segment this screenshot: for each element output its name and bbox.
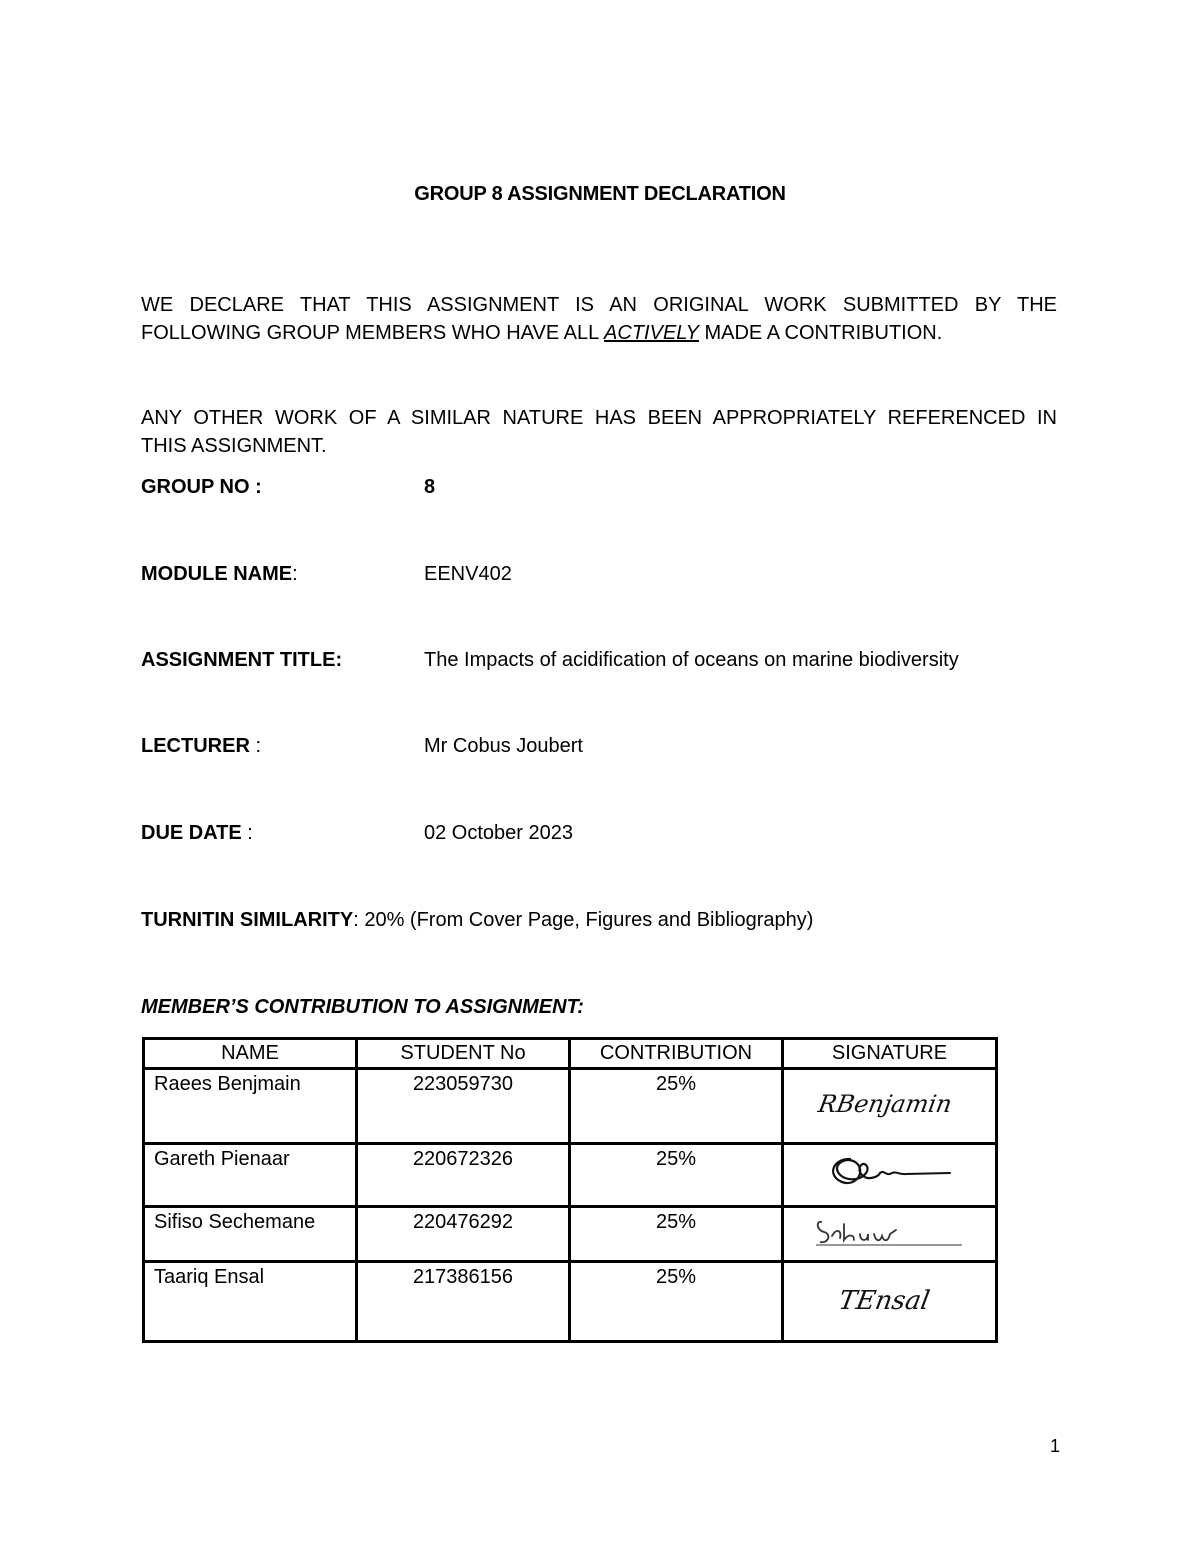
declaration-line-1: WE DECLARE THAT THIS ASSIGNMENT IS AN ORIGINAL WORK SUBMITTED BY THE xyxy=(141,294,1057,316)
signature-text: RBenjamin xyxy=(816,1090,955,1118)
table-row xyxy=(144,1262,997,1342)
member-student-no: 220672326 xyxy=(357,1144,570,1207)
referencing-paragraph xyxy=(141,404,1057,460)
member-contribution: 25% xyxy=(570,1262,783,1342)
member-signature-cell xyxy=(783,1262,997,1342)
due-date-value: 02 October 2023 xyxy=(424,822,573,844)
group-no-value: 8 xyxy=(424,476,436,498)
member-name: Taariq Ensal xyxy=(144,1262,357,1342)
assignment-title-label: ASSIGNMENT TITLE: xyxy=(141,649,343,671)
turnitin-label: TURNITIN SIMILARITY xyxy=(141,909,354,931)
header-contribution: CONTRIBUTION xyxy=(570,1039,783,1069)
contribution-heading: MEMBER’S CONTRIBUTION TO ASSIGNMENT: xyxy=(141,996,584,1018)
member-name: Raees Benjmain xyxy=(144,1069,357,1144)
member-signature-cell xyxy=(783,1069,997,1144)
signature-taariq-ensal xyxy=(834,1273,984,1333)
member-contribution: 25% xyxy=(570,1144,783,1207)
table-header-row xyxy=(144,1039,997,1069)
member-student-no: 220476292 xyxy=(357,1207,570,1262)
table-row xyxy=(144,1207,997,1262)
members-table xyxy=(142,1037,998,1343)
header-name: NAME xyxy=(144,1039,357,1069)
signature-text: TEnsal xyxy=(836,1286,932,1316)
table-row xyxy=(144,1069,997,1144)
assignment-title-value: The Impacts of acidification of oceans on marine biodiversity xyxy=(424,649,959,671)
turnitin-value: : 20% (From Cover Page, Figures and Bibliography) xyxy=(353,909,814,931)
member-signature-cell xyxy=(783,1144,997,1207)
referencing-line-1: ANY OTHER WORK OF A SIMILAR NATURE HAS BEEN APPROPRIATELY REFERENCED IN xyxy=(141,407,1057,429)
signature-raees-benjamin xyxy=(814,1074,964,1134)
header-signature: SIGNATURE xyxy=(783,1039,997,1069)
lecturer-label: LECTURER : xyxy=(141,735,262,757)
document-title: GROUP 8 ASSIGNMENT DECLARATION xyxy=(414,183,786,205)
header-student-no: STUDENT No xyxy=(357,1039,570,1069)
member-student-no: 223059730 xyxy=(357,1069,570,1144)
module-name-label: MODULE NAME: xyxy=(141,563,298,585)
signature-sifiso-sechemane xyxy=(814,1212,974,1252)
declaration-line-2-start: FOLLOWING GROUP MEMBERS WHO HAVE ALL xyxy=(141,322,605,344)
page-number: 1 xyxy=(1050,1436,1061,1456)
due-date-label: DUE DATE : xyxy=(141,822,253,844)
member-contribution: 25% xyxy=(570,1069,783,1144)
declaration-line-2 xyxy=(141,319,1057,347)
turnitin-similarity xyxy=(141,906,813,934)
emphasis-actively: ACTIVELY xyxy=(604,322,699,344)
member-contribution: 25% xyxy=(570,1207,783,1262)
referencing-line-2: THIS ASSIGNMENT. xyxy=(141,435,327,457)
declaration-line-2-end: MADE A CONTRIBUTION. xyxy=(698,322,943,344)
signature-gareth-pienaar xyxy=(822,1147,972,1197)
member-signature-cell xyxy=(783,1207,997,1262)
member-name: Gareth Pienaar xyxy=(144,1144,357,1207)
module-name-value: EENV402 xyxy=(424,563,512,585)
declaration-paragraph xyxy=(141,291,1057,347)
group-no-label: GROUP NO : xyxy=(141,476,262,498)
lecturer-value: Mr Cobus Joubert xyxy=(424,735,583,757)
table-row xyxy=(144,1144,997,1207)
member-name: Sifiso Sechemane xyxy=(144,1207,357,1262)
member-student-no: 217386156 xyxy=(357,1262,570,1342)
